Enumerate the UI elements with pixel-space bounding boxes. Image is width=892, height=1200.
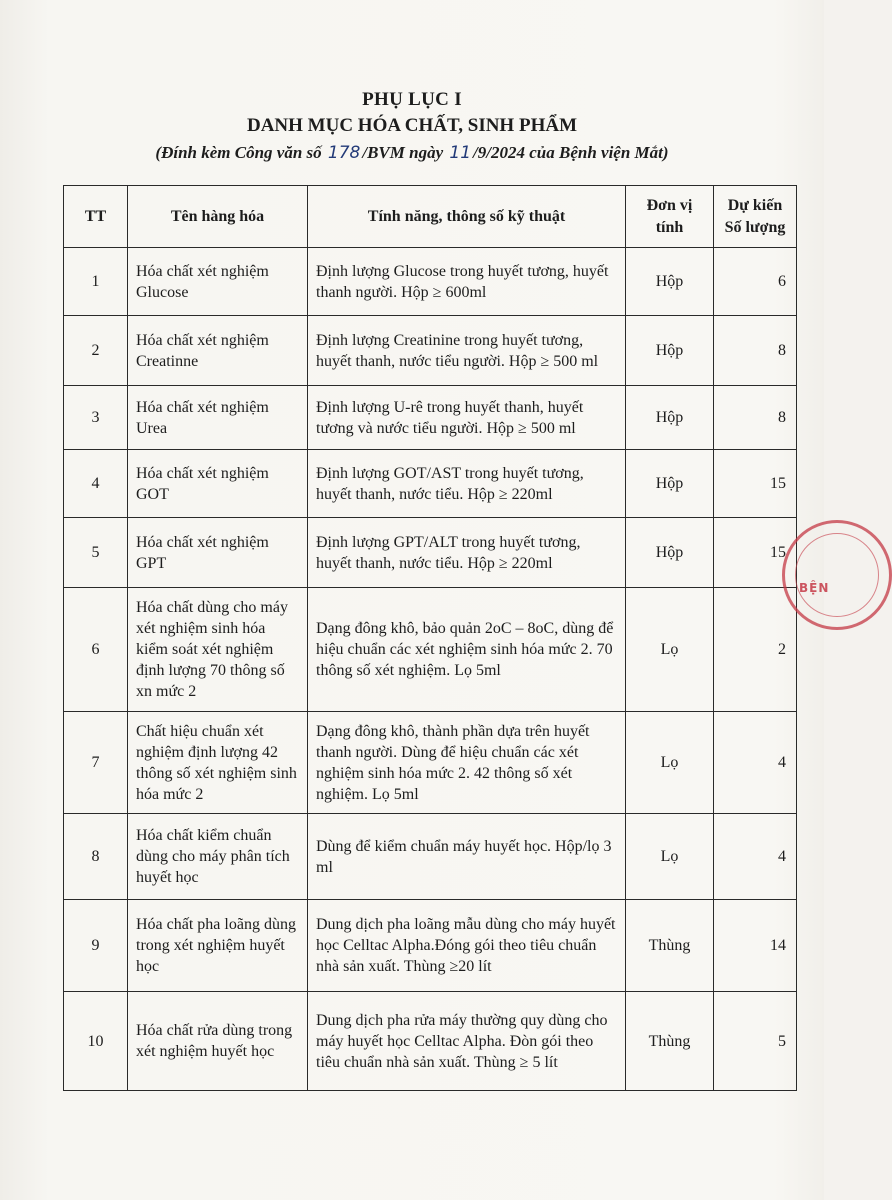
cell-tt: 6 [64, 588, 128, 712]
cell-qty: 15 [714, 450, 797, 518]
table-row [64, 814, 797, 900]
seal-text: BỆN [799, 581, 830, 595]
cell-name: Hóa chất xét nghiệm Creatinne [128, 316, 308, 386]
attach-prefix: (Đính kèm Công văn số [155, 143, 322, 162]
cell-spec: Định lượng Glucose trong huyết tương, huyết thanh người. Hộp ≥ 600ml [308, 248, 626, 316]
table-header-row [64, 186, 797, 248]
cell-unit: Hộp [626, 248, 714, 316]
cell-qty: 4 [714, 814, 797, 900]
cell-name: Hóa chất pha loãng dùng trong xét nghiệm huyết học [128, 900, 308, 992]
cell-unit: Hộp [626, 386, 714, 450]
cell-tt: 2 [64, 316, 128, 386]
table-row [64, 588, 797, 712]
cell-spec: Dùng để kiểm chuẩn máy huyết học. Hộp/lọ 3 ml [308, 814, 626, 900]
header-unit-line1: Đơn vị [646, 196, 693, 214]
handwritten-day: 11 [449, 143, 472, 163]
cell-qty: 5 [714, 992, 797, 1091]
table-row [64, 248, 797, 316]
cell-name: Hóa chất xét nghiệm GPT [128, 518, 308, 588]
document-header [0, 88, 824, 166]
cell-tt: 5 [64, 518, 128, 588]
cell-tt: 7 [64, 712, 128, 814]
cell-unit: Lọ [626, 712, 714, 814]
header-tt: TT [64, 186, 128, 248]
cell-name: Hóa chất xét nghiệm Glucose [128, 248, 308, 316]
table-row [64, 712, 797, 814]
attach-suffix: /9/2024 của Bệnh viện Mắt) [473, 143, 669, 162]
handwritten-doc-number: 178 [327, 143, 361, 163]
table-row [64, 518, 797, 588]
cell-spec: Dạng đông khô, thành phần dựa trên huyết thanh người. Dùng để hiệu chuẩn các xét nghiệm sinh hóa mức 2. 42 thông số xét nghiệm. Lọ 5ml [308, 712, 626, 814]
header-qty-line2: Số lượng [724, 218, 786, 236]
table-row [64, 450, 797, 518]
cell-qty: 15 [714, 518, 797, 588]
table-row [64, 992, 797, 1091]
cell-unit: Thùng [626, 900, 714, 992]
header-unit [626, 186, 714, 248]
cell-unit: Hộp [626, 518, 714, 588]
cell-tt: 3 [64, 386, 128, 450]
header-unit-line2: tính [655, 218, 684, 236]
table-row [64, 386, 797, 450]
cell-spec: Dung dịch pha rửa máy thường quy dùng cho máy huyết học Celltac Alpha. Đòn gói theo tiêu chuẩn nhà sản xuất. Thùng ≥ 5 lít [308, 992, 626, 1091]
cell-qty: 2 [714, 588, 797, 712]
cell-tt: 8 [64, 814, 128, 900]
table-row [64, 900, 797, 992]
chemicals-table [63, 185, 797, 1091]
document-title: DANH MỤC HÓA CHẤT, SINH PHẨM [246, 115, 578, 136]
cell-qty: 6 [714, 248, 797, 316]
cell-spec: Dạng đông khô, bảo quản 2oC – 8oC, dùng để hiệu chuẩn các xét nghiệm sinh hóa mức 2. 70 thông số xét nghiệm. Lọ 5ml [308, 588, 626, 712]
red-seal-stamp [782, 520, 892, 630]
cell-name: Hóa chất kiểm chuẩn dùng cho máy phân tích huyết học [128, 814, 308, 900]
seal-inner-ring [795, 533, 879, 617]
header-qty [714, 186, 797, 248]
attach-mid: /BVM ngày [362, 143, 444, 162]
cell-qty: 4 [714, 712, 797, 814]
cell-name: Hóa chất rửa dùng trong xét nghiệm huyết học [128, 992, 308, 1091]
cell-name: Hóa chất xét nghiệm GOT [128, 450, 308, 518]
header-spec: Tính năng, thông số kỹ thuật [308, 186, 626, 248]
cell-spec: Định lượng Creatinine trong huyết tương, huyết thanh, nước tiểu người. Hộp ≥ 500 ml [308, 316, 626, 386]
header-qty-line1: Dự kiến [727, 196, 783, 214]
cell-unit: Lọ [626, 814, 714, 900]
cell-unit: Hộp [626, 450, 714, 518]
cell-qty: 14 [714, 900, 797, 992]
cell-spec: Định lượng GOT/AST trong huyết tương, huyết thanh, nước tiểu. Hộp ≥ 220ml [308, 450, 626, 518]
cell-unit: Lọ [626, 588, 714, 712]
header-name: Tên hàng hóa [128, 186, 308, 248]
table-row [64, 316, 797, 386]
cell-name: Hóa chất dùng cho máy xét nghiệm sinh hóa kiểm soát xét nghiệm định lượng 70 thông số xn mức 2 [128, 588, 308, 712]
cell-tt: 10 [64, 992, 128, 1091]
cell-name: Hóa chất xét nghiệm Urea [128, 386, 308, 450]
cell-spec: Định lượng U-rê trong huyết thanh, huyết tương và nước tiểu người. Hộp ≥ 500 ml [308, 386, 626, 450]
cell-qty: 8 [714, 386, 797, 450]
cell-spec: Dung dịch pha loãng mẫu dùng cho máy huyết học Celltac Alpha.Đóng gói theo tiêu chuẩn nhà sản xuất. Thùng ≥20 lít [308, 900, 626, 992]
cell-unit: Hộp [626, 316, 714, 386]
cell-tt: 1 [64, 248, 128, 316]
cell-unit: Thùng [626, 992, 714, 1091]
cell-tt: 9 [64, 900, 128, 992]
cell-name: Chất hiệu chuẩn xét nghiệm định lượng 42 thông số xét nghiệm sinh hóa mức 2 [128, 712, 308, 814]
cell-spec: Định lượng GPT/ALT trong huyết tương, huyết thanh, nước tiểu. Hộp ≥ 220ml [308, 518, 626, 588]
attachment-note [0, 140, 824, 166]
appendix-heading: PHỤ LỤC I [362, 89, 462, 110]
cell-tt: 4 [64, 450, 128, 518]
cell-qty: 8 [714, 316, 797, 386]
